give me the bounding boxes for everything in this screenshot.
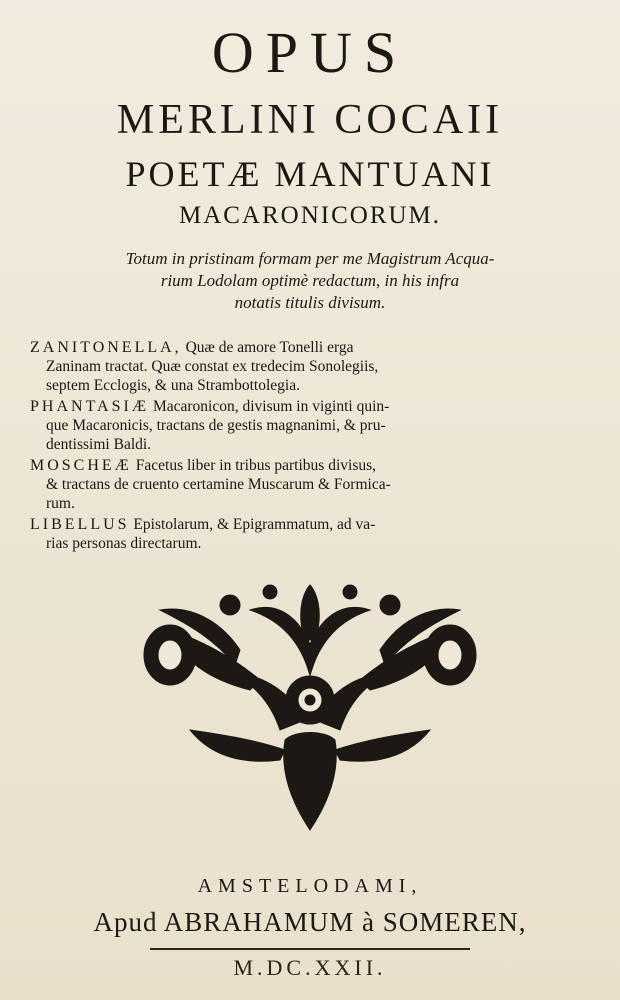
entry-text: Facetus liber in tribus partibus divisus, bbox=[135, 457, 377, 474]
contents-entry-phantasiae bbox=[30, 397, 570, 454]
entry-text: que Macaronicis, tractans de gestis magnanimi, & pru- bbox=[46, 417, 386, 434]
entry-text: dentissimi Baldi. bbox=[46, 436, 152, 453]
entry-heading: PHANTASIÆ bbox=[30, 398, 150, 415]
entry-heading: LIBELLUS bbox=[30, 516, 130, 533]
contents-list bbox=[30, 338, 570, 555]
entry-text: septem Ecclogis, & una Strambottolegia. bbox=[46, 377, 300, 394]
entry-text: Macaronicon, divisum in viginti quin- bbox=[152, 398, 390, 415]
entry-heading: MOSCHEÆ bbox=[30, 457, 132, 474]
entry-text: rum. bbox=[46, 495, 75, 512]
subtitle-line: rium Lodolam optimè redactum, in his infra bbox=[160, 271, 460, 290]
contents-entry-zanitonella bbox=[30, 338, 570, 395]
entry-text: Zaninam tractat. Quæ constat ex tredecim Sonolegiis, bbox=[46, 358, 379, 375]
subtitle-line: Totum in pristinam formam per me Magistrum Acqua- bbox=[125, 249, 495, 268]
subtitle-line: notatis titulis divisum. bbox=[234, 293, 386, 312]
title-line-opus: OPUS bbox=[211, 20, 409, 85]
imprint-year: M.DC.XXII. bbox=[233, 955, 387, 980]
title-line-poet: POETÆ MANTUANI bbox=[125, 154, 495, 194]
title-line-author: MERLINI COCAII bbox=[116, 97, 504, 143]
imprint-divider bbox=[150, 948, 470, 950]
imprint-city: AMSTELODAMI, bbox=[197, 875, 423, 897]
entry-text: Epistolarum, & Epigrammatum, ad va- bbox=[133, 516, 376, 533]
subtitle bbox=[40, 248, 580, 314]
entry-text: & tractans de cruento certamine Muscarum & Formica- bbox=[46, 476, 391, 493]
entry-text: Quæ de amore Tonelli erga bbox=[185, 339, 354, 356]
entry-text: rias personas directarum. bbox=[46, 535, 202, 552]
contents-entry-moscheae bbox=[30, 456, 570, 513]
floral-woodcut-ornament-icon bbox=[130, 580, 490, 840]
entry-heading: ZANITONELLA, bbox=[30, 339, 182, 356]
imprint-publisher: Apud ABRAHAMUM à SOMEREN, bbox=[93, 907, 527, 937]
contents-entry-libellus bbox=[30, 515, 570, 553]
title-line-macaronicorum: MACARONICORUM. bbox=[178, 202, 442, 229]
